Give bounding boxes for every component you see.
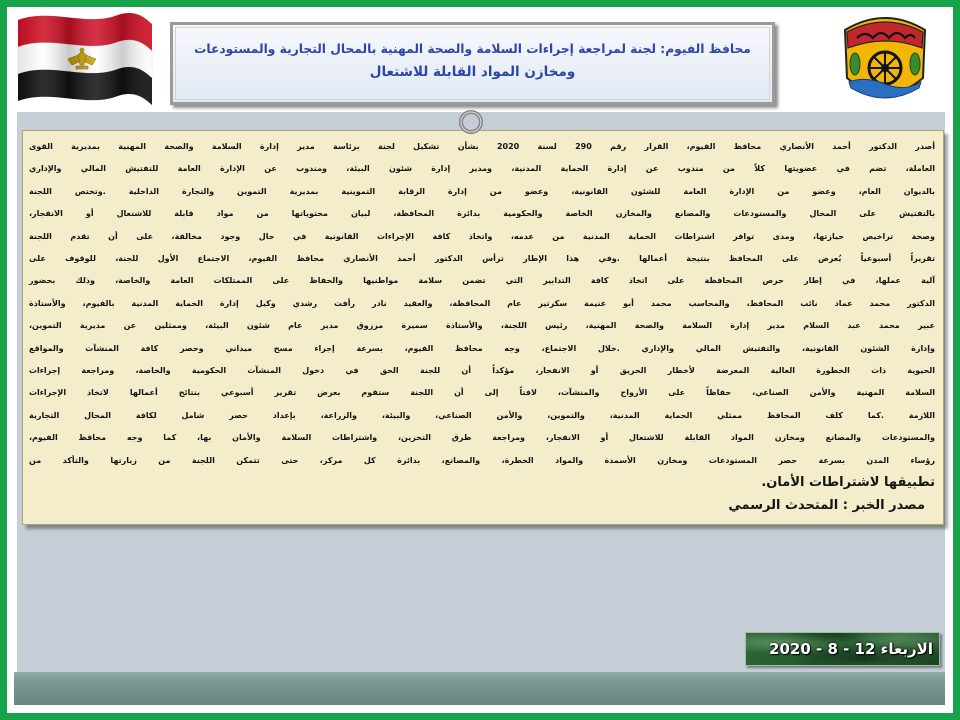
article-line: [29, 270, 935, 292]
article-line-text: عبير محمد عبد السلام مدير إدارة السلامة والصحة المهنية، رئيس اللجنة، والأستاذة سميرة مرزوق مدير عام شئون البيئة، وممثلين عن مديرية التموين،: [29, 321, 935, 331]
date-text: الاربعاء 12 - 8 - 2020: [769, 640, 933, 658]
article-line-text: وصحة تراخيص حيازتها، ومدى توافر اشتراطات الحماية المدنية من عدمه، واتخاذ كافة الإجراءات القانونية في حال وجود مخالفة، على أن تقدم اللجنة: [29, 231, 935, 241]
article-line: [29, 181, 935, 203]
news-source: [29, 495, 935, 517]
binder-ring-icon: [455, 107, 487, 139]
fayoum-governorate-logo: [833, 8, 937, 108]
article-line-text: آلية عملها، في إطار حرص المحافظة على اتخاذ كافة التدابير التي تضمن سلامة مواطنيها والحفاظ على الممتلكات العامة والخاصة، وذلك بحضور: [29, 276, 935, 286]
headline-text: ومخازن المواد القابلة للاشتعال: [369, 64, 576, 80]
article-line-text: العاملة، تضم في عضويتها كلاً من مندوب عن إدارة الحماية المدنية، ومدير إدارة شئون البيئة، ومندوب عن الإدارة العامة للتفتيش المالي والإداري: [29, 164, 935, 174]
article-line-text: وإدارة الشئون القانونية، والتفتيش المالي والإداري .خلال الاجتماع، وجه محافظ الفيوم، بسرعة إجراء مسح ميداني وحصر كافة المنشآت والمواقع: [29, 343, 935, 353]
article-line-text: تطبيقها لاشتراطات الأمان.: [761, 475, 935, 491]
article-line: [29, 248, 935, 270]
article-line: [29, 315, 935, 337]
article-line: [29, 293, 935, 315]
headline-line-1: [187, 38, 758, 61]
date-badge: [745, 632, 940, 666]
article-line: [29, 450, 935, 472]
egypt-flag-icon: [10, 4, 158, 108]
article-line-text: بالديوان العام، وعضو من الإدارة العامة للشئون القانونية، وعضو من إدارة الرقابة التموينية بمديرية التموين والتجارة الداخلية .وتختص اللجنة: [29, 186, 935, 196]
article-line-text: والمستودعات والمصانع ومخازن المواد القابلة للاشتعال أو الانفجار، ومراجعة طرق التخزين، واشتراطات السلامة والأمان بها، كما وجه محافظ الفيوم،: [29, 433, 935, 443]
article-line: [29, 203, 935, 225]
article-line: [29, 360, 935, 382]
headline-line-2: [187, 61, 758, 84]
headline-text: محافظ الفيوم: لجنة لمراجعة إجراءات السلامة والصحة المهنية بالمحال التجارية والمستودعات: [194, 42, 751, 56]
article-line-text: رؤساء المدن بسرعة حصر المستودعات ومخازن الأسمدة والمواد الخطرة، والمصانع، بدائرة كل مركز، حتى تتمكن اللجنة من زيارتها والتأكد من: [29, 455, 935, 465]
article-line: [29, 472, 935, 494]
article-line-text: الحيوية ذات الخطورة العالية المعرضة لأخطار الحريق أو الانفجار، مؤكداً أن للجنة الحق في دخول المنشآت الحكومية والخاصة، ومراجعة إجراءات: [29, 366, 935, 376]
article-line-text: السلامة المهنية والأمن الصناعي، حفاظاً على الأرواح والمنشآت، لافتاً إلى أن اللجنة ستقوم بعرض تقرير أسبوعي بنتائج أعمالها لاتخاذ الإجراءات: [29, 388, 935, 398]
headline-box: [170, 22, 775, 105]
article-line: [29, 427, 935, 449]
article-line: [29, 226, 935, 248]
bottom-band: [14, 672, 945, 705]
article-line: [29, 338, 935, 360]
article-line-text: أصدر الدكتور أحمد الأنصاري محافظ الفيوم، القرار رقم 290 لسنة 2020 بشأن تشكيل لجنة برئاسة مدير إدارة السلامة والصحة المهنية بمديرية القوى: [29, 142, 935, 151]
article-line-text: الدكتور محمد عماد نائب المحافظ، والمحاسب محمد أبو غنيمة سكرتير عام المحافظة، والعقيد نادر رأفت رشدي وكيل إدارة الحماية المدنية بالفيوم، والأستاذة: [29, 298, 935, 308]
article-line-text: تقريراً أسبوعياً يُعرض على المحافظ بنتيجة أعمالها .وفي هذا الإطار ترأس الدكتور أحمد الأنصاري محافظ الفيوم، الاجتماع الأول للجنة، للوقوف على: [29, 254, 935, 264]
article-body: [22, 130, 944, 525]
article-line: [29, 158, 935, 180]
article-line-text: اللازمة .كما كلف المحافظ ممثلي الحماية المدنية، والتموين، والأمن الصناعي، والبيئة، والزراعة، بإعداد حصر شامل لكافة المحال التجارية: [29, 410, 935, 420]
article-line: [29, 136, 935, 158]
article-line: [29, 382, 935, 404]
article-line: [29, 405, 935, 427]
article-line-text: بالتفتيش على المحال والمستودعات والمصانع والمخازن الخاصة والحكومية بدائرة المحافظة، لبيان محتوياتها من مواد قابلة للاشتعال أو الانفجار،: [29, 209, 935, 219]
news-source-text: مصدر الخبر : المتحدث الرسمي: [728, 497, 925, 513]
